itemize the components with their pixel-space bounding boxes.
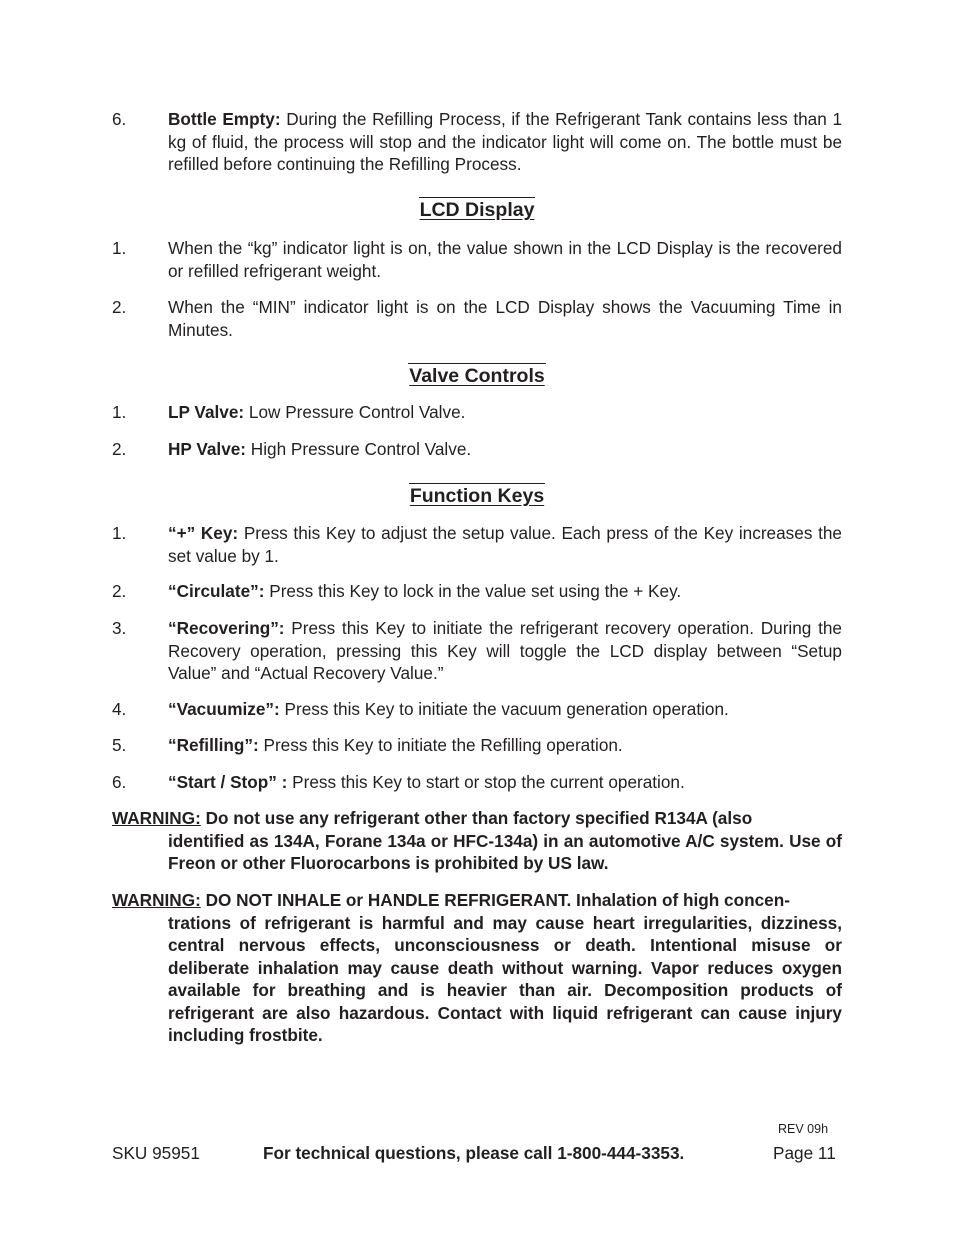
item-text (168, 438, 842, 461)
item-number: 6. (112, 772, 127, 792)
item-number: 1. (112, 238, 127, 258)
item-label: “Vacuumize”: (168, 699, 280, 719)
item-label: “+” Key: (168, 523, 239, 543)
item-body: Press this Key to initiate the Refilling operation. (258, 735, 623, 755)
item-label: HP Valve: (168, 439, 247, 459)
item-text (168, 771, 842, 794)
list-item (112, 296, 842, 341)
revision-label: REV 09h (778, 1122, 829, 1136)
list-item (112, 237, 842, 282)
item-label: “Refilling”: (168, 735, 259, 755)
item-body: Low Pressure Control Valve. (244, 402, 466, 422)
warning-label: WARNING: (112, 890, 201, 910)
item-label: “Circulate”: (168, 581, 265, 601)
list-item (112, 522, 842, 567)
item-text: When the “kg” indicator light is on, the value shown in the LCD Display is the recovered or refilled refrigerant weight. (168, 238, 842, 281)
item-label: LP Valve: (168, 402, 245, 422)
item-label: “Start / Stop” : (168, 772, 288, 792)
item-number: 2. (112, 297, 127, 317)
warning-label: WARNING: (112, 808, 201, 828)
item-text (168, 580, 842, 603)
item-body: High Pressure Control Valve. (246, 439, 472, 459)
item-body: Press this Key to lock in the value set using the + Key. (264, 581, 682, 601)
item-number: 3. (112, 618, 127, 638)
list-item (112, 617, 842, 685)
function-keys-heading: Function Keys (409, 485, 545, 507)
item-body: Press this Key to initiate the vacuum generation operation. (279, 699, 729, 719)
item-number: 2. (112, 581, 127, 601)
list-item (112, 698, 842, 721)
item-body: Press this Key to initiate the refrigerant recovery operation. During the Recovery operation, pressing this Key will toggle the LCD display between “Setup Value” and “Actual Recovery Value.” (168, 618, 842, 683)
list-item (112, 401, 842, 424)
lcd-display-heading: LCD Display (419, 199, 535, 221)
item-body: Press this Key to start or stop the current operation. (287, 772, 685, 792)
item-text (168, 108, 842, 176)
item-number: 5. (112, 735, 127, 755)
item-text (168, 401, 842, 424)
list-item (112, 734, 842, 757)
warning-inhalation (112, 889, 842, 1047)
item-number: 6. (112, 109, 127, 129)
page-number: Page 11 (773, 1143, 836, 1163)
item-text (168, 734, 842, 757)
item-number: 1. (112, 523, 127, 543)
sku-label: SKU 95951 (112, 1143, 200, 1163)
warning-first-line: Do not use any refrigerant other than factory specified R134A (also (200, 808, 753, 828)
warning-first-line: DO NOT INHALE or HANDLE REFRIGERANT. Inhalation of high concen- (200, 890, 790, 910)
list-item (112, 771, 842, 794)
valve-controls-heading: Valve Controls (409, 365, 545, 387)
warning-body: identified as 134A, Forane 134a or HFC-134a) in an automotive A/C system. Use of Freon or other Fluorocarbons is prohibited by US law. (168, 830, 842, 873)
list-item (112, 438, 842, 461)
item-text: When the “MIN” indicator light is on the LCD Display shows the Vacuuming Time in Minutes. (168, 297, 842, 340)
item-text (168, 698, 842, 721)
item-body: During the Refilling Process, if the Refrigerant Tank contains less than 1 kg of fluid, the process will stop and the indicator light will come on. The bottle must be refilled before continuing the Refilling Process. (168, 109, 843, 174)
warning-body: trations of refrigerant is harmful and may cause heart irregularities, dizziness, central nervous effects, unconsciousness or death. Intentional misuse or deliberate inhalation may cause death without warning. Vapor reduces oxygen available for breathing and is heavier than air. Decomposition products of refrigerant are also hazardous. Contact with liquid refrigerant can cause injury including frostbite. (168, 912, 842, 1045)
item-label: Bottle Empty: (168, 109, 281, 129)
item-text (168, 522, 842, 567)
item-number: 1. (112, 402, 127, 422)
item-label: “Recovering”: (168, 618, 285, 638)
bottle-empty-item (112, 108, 842, 176)
item-number: 2. (112, 439, 127, 459)
item-body: Press this Key to adjust the setup value. Each press of the Key increases the set value by 1. (168, 523, 842, 566)
list-item (112, 580, 842, 603)
technical-support-line: For technical questions, please call 1-800-444-3353. (263, 1143, 685, 1163)
warning-refrigerant-type (112, 807, 842, 875)
item-text (168, 617, 842, 685)
item-number: 4. (112, 699, 127, 719)
